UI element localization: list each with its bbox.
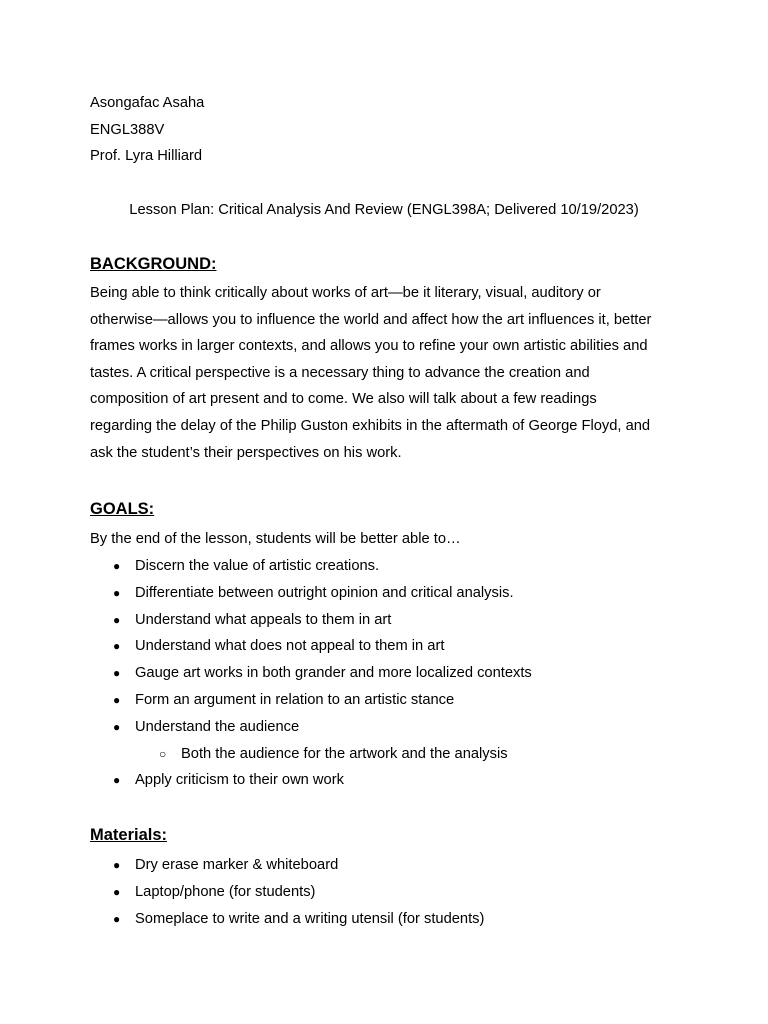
goal-text: Form an argument in relation to an artistic stance [135,691,455,708]
goal-text: Both the audience for the artwork and the analysis [181,745,508,762]
author-name: Asongafac Asaha [90,95,205,111]
background-line: Being able to think critically about works of art—be it literary, visual, auditory or [90,285,601,301]
background-line: regarding the delay of the Philip Guston exhibits in the aftermath of George Floyd, and [90,417,651,434]
bullet-icon: ● [113,911,121,926]
goal-text: Apply criticism to their own work [135,772,344,789]
goal-text: Understand what appeals to them in art [135,611,392,628]
bullet-icon: ● [113,719,121,734]
goal-text: Understand the audience [135,718,300,735]
goal-text: Understand what does not appeal to them in art [135,638,445,655]
background-line: ask the student’s their perspectives on his work. [90,444,402,461]
bullet-icon: ● [113,639,121,654]
bullet-icon: ● [113,773,121,788]
bullet-icon: ● [113,884,121,899]
background-heading: BACKGROUND: [90,255,217,273]
bullet-icon: ● [113,559,121,573]
professor-name: Prof. Lyra Hilliard [90,148,203,164]
sub-bullet-icon: ○ [159,746,167,761]
course-code: ENGL388V [90,122,165,138]
materials-heading: Materials: [90,826,168,844]
bullet-icon: ● [113,585,121,600]
material-text: Dry erase marker & whiteboard [135,857,339,873]
goal-text: Gauge art works in both grander and more localized contexts [135,665,532,682]
background-line: frames works in larger contexts, and allows you to refine your own artistic abilities and [90,338,648,355]
bullet-icon: ● [113,692,121,707]
background-line: tastes. A critical perspective is a necessary thing to advance the creation and [90,364,590,381]
bullet-icon: ● [113,612,121,627]
bullet-icon: ● [113,858,121,872]
background-line: composition of art present and to come. We also will talk about a few readings [90,391,597,408]
material-text: Laptop/phone (for students) [135,883,316,900]
goals-heading: GOALS: [90,500,155,518]
bullet-icon: ● [113,666,121,681]
goals-intro: By the end of the lesson, students will be better able to… [90,531,461,547]
background-paragraph [90,280,680,466]
goal-text: Differentiate between outright opinion and critical analysis. [135,584,514,601]
goal-text: Discern the value of artistic creations. [135,558,380,574]
material-text: Someplace to write and a writing utensil (for students) [135,910,485,927]
document-title: Lesson Plan: Critical Analysis And Review (ENGL398A; Delivered 10/19/2023) [129,202,639,218]
background-line: otherwise—allows you to influence the world and affect how the art influences it, better [90,311,652,328]
